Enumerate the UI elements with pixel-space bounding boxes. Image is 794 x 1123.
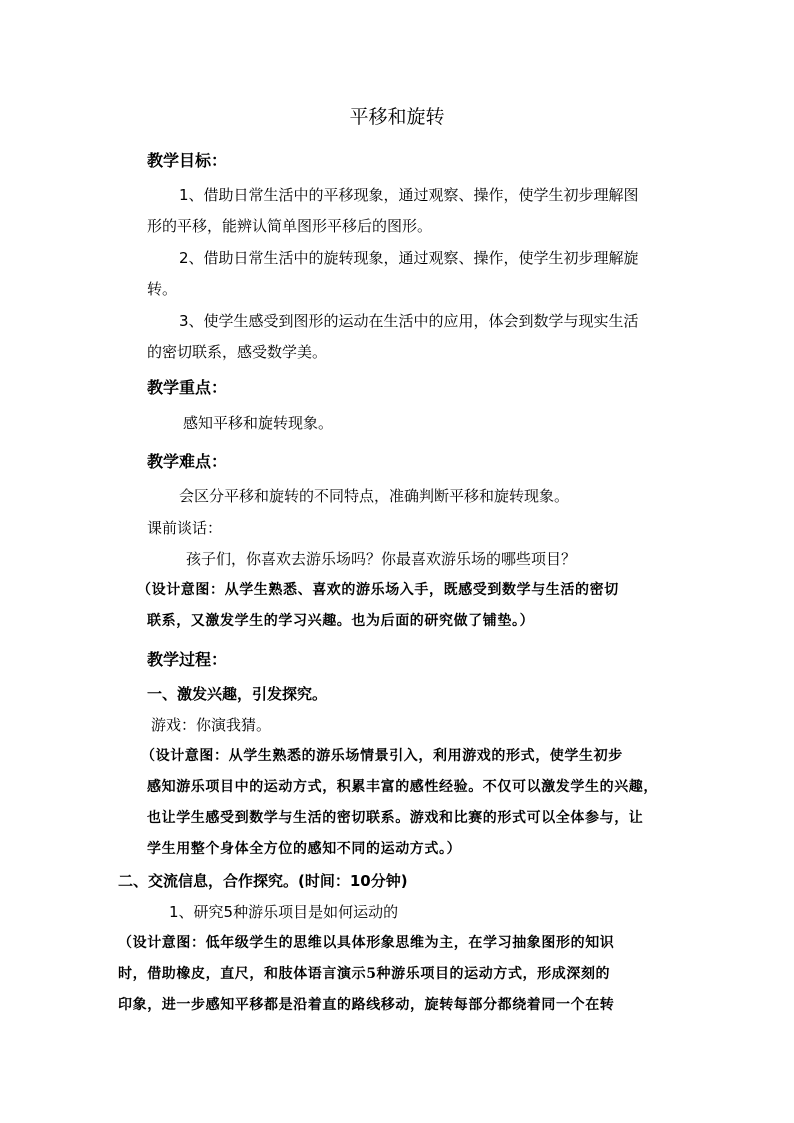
design-intent-3-line-2: 时，借助橡皮，直尺，和肢体语言演示5种游乐项目的运动方式，形成深刻的	[118, 966, 611, 982]
design-intent-3-line-3: 印象，进一步感知平移都是沿着直的路线移动，旋转每部分都绕着同一个在转	[118, 997, 615, 1013]
design-intent-2-line-4: 学生用整个身体全方位的感知不同的运动方式。）	[147, 841, 462, 857]
objective-2-line-1: 2、借助日常生活中的旋转现象，通过观察、操作，使学生初步理解旋	[179, 249, 639, 267]
objectives-heading: 教学目标：	[147, 151, 228, 170]
design-intent-2-line-1: （设计意图：从学生熟悉的游乐场情景引入，利用游戏的形式，使学生初步	[141, 748, 623, 764]
difficulty-heading: 教学难点：	[147, 452, 228, 471]
objective-1-line-1: 1、借助日常生活中的平移现象，通过观察、操作，使学生初步理解图	[179, 186, 639, 204]
preclass-label: 课前谈话：	[147, 519, 223, 537]
objective-1-line-2: 形的平移，能辨认简单图形平移后的图形。	[147, 217, 433, 235]
research-text: 1、研究5种游乐项目是如何运动的	[169, 903, 399, 921]
process-heading: 教学过程：	[147, 650, 228, 669]
objective-2-line-2: 转。	[147, 280, 178, 298]
design-intent-3-line-1: （设计意图：低年级学生的思维以具体形象思维为主，在学习抽象图形的知识	[118, 935, 615, 951]
design-intent-2-line-2: 感知游乐项目中的运动方式，积累丰富的感性经验。不仅可以激发学生的兴趣，	[147, 779, 658, 795]
objective-3-line-2: 的密切联系，感受数学美。	[147, 343, 328, 361]
difficulty-text: 会区分平移和旋转的不同特点，准确判断平移和旋转现象。	[179, 487, 570, 505]
design-intent-2-line-3: 也让学生感受到数学与生活的密切联系。游戏和比赛的形式可以全体参与，让	[147, 810, 644, 826]
design-intent-1-line-2: 联系，又激发学生的学习兴趣。也为后面的研究做了铺垫。）	[147, 613, 535, 629]
document-title: 平移和旋转	[349, 106, 445, 128]
objective-3-line-1: 3、使学生感受到图形的运动在生活中的应用，体会到数学与现实生活	[179, 312, 639, 330]
section-1-heading: 一、激发兴趣，引发探究。	[147, 685, 328, 703]
design-intent-1-line-1: （设计意图：从学生熟悉、喜欢的游乐场入手，既感受到数学与生活的密切	[137, 582, 619, 598]
key-points-text: 感知平移和旋转现象。	[183, 414, 334, 432]
preclass-text: 孩子们，你喜欢去游乐场吗？你最喜欢游乐场的哪些项目？	[186, 550, 577, 568]
section-2-heading: 二、交流信息，合作探究。(时间：10分钟)	[118, 872, 408, 890]
game-text: 游戏：你演我猜。	[151, 716, 272, 734]
key-points-heading: 教学重点：	[147, 378, 228, 397]
